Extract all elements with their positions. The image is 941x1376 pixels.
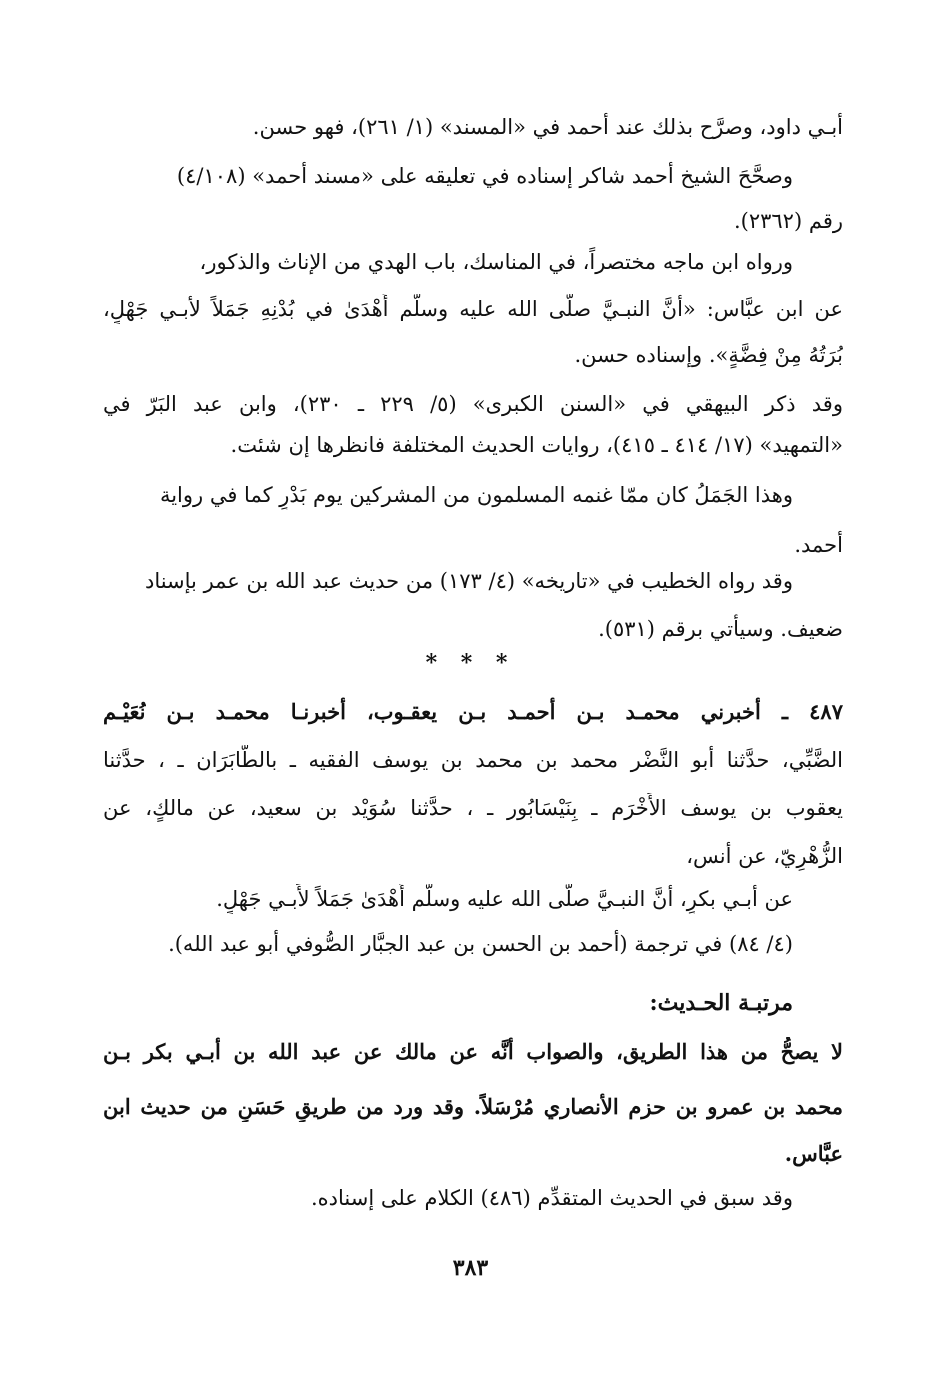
text-line: يعقوب بن يوسف الأَخْرَم ـ بِنَيْسَابُور ـ ، حدَّثنا سُوَيْد بن سعيد، عن مالكٍ، عن: [103, 796, 843, 820]
text-line: بُرَتُهُ مِنْ فِضَّةٍ». وإسناده حسن.: [574, 343, 843, 367]
text-line: الضَّبِّي، حدَّثنا أبو النَّضْر محمد بن محمد بن يوسف الفقيه ـ بالطَّابَرَان ـ ، حدَّثنا: [103, 748, 843, 772]
text-line: (٤/ ٨٤) في ترجمة (أحمد بن الحسن بن عبد الجبَّار الصُّوفي أبو عبد الله).: [168, 932, 793, 956]
text-line: أبـي داود، وصرَّح بذلك عند أحمد في «المسند» (١/ ٢٦١)، فهو حسن.: [252, 115, 843, 139]
text-line: عن ابن عبَّاس: «أنَّ النبـيَّ صلَّى الله عليه وسلَّم أَهْدَىٰ في بُدْنِهِ جَمَلاً لأبـي جَهْلٍ،: [103, 297, 843, 321]
text-line: وصحَّحَ الشيخ أحمد شاكر إسناده في تعليقه على «مسند أحمد» (٤/١٠٨): [176, 164, 793, 188]
text-line: الزُّهْرِيّ، عن أنس،: [686, 844, 843, 868]
section-heading: مرتبـة الحـديث:: [649, 990, 793, 1016]
text-line: وقد رواه الخطيب في «تاريخه» (٤/ ١٧٣) من حديث عبد الله بن عمر بإسناد: [144, 569, 793, 593]
text-line: ضعيف. وسيأتي برقم (٥٣١).: [598, 617, 843, 641]
text-line: وقد ذكر البيهقي في «السنن الكبرى» (٥/ ٢٢٩ ـ ٢٣٠)، وابن عبد البَرّ في: [103, 392, 843, 416]
text-line: محمد بن عمرو بن حزم الأنصاري مُرْسَلاً. وقد ورد من طريقٍ حَسَنٍ من حديث ابن: [103, 1094, 843, 1119]
text-line: وقد سبق في الحديث المتقدِّم (٤٨٦) الكلام على إسناده.: [310, 1186, 793, 1210]
section-separator: * * *: [425, 650, 516, 676]
text-line: ورواه ابن ماجه مختصراً، في المناسك، باب الهدي من الإناث والذكور،: [199, 250, 793, 274]
hadith-number-line: ٤٨٧ ـ أخبرني محمـد بـن أحمـد بـن يعقـوب، أخبرنـا محمـد بـن نُعَيْـم: [103, 699, 843, 724]
text-line: «التمهيد» (١٧/ ٤١٤ ـ ٤١٥)، روايات الحديث المختلفة فانظرها إن شئت.: [230, 433, 843, 457]
text-line: عبَّاس.: [784, 1141, 843, 1166]
page-number: ٣٨٣: [452, 1255, 489, 1281]
text-line: عن أبـي بكرٍ، أنَّ النبـيَّ صلَّى الله عليه وسلَّم أَهْدَىٰ جَمَلاً لأَبـي جَهْلٍ.: [216, 887, 793, 911]
text-line: لا يصحُّ من هذا الطريق، والصواب أنَّه عن مالك عن عبد الله بن أبـي بكر بـن: [103, 1039, 843, 1064]
text-line: أحمد.: [794, 533, 843, 557]
text-line: وهذا الجَمَلُ كان ممّا غنمه المسلمون من المشركين يوم بَدْرٍ كما في رواية: [159, 483, 793, 507]
text-line: رقم (٢٣٦٢).: [733, 209, 843, 233]
